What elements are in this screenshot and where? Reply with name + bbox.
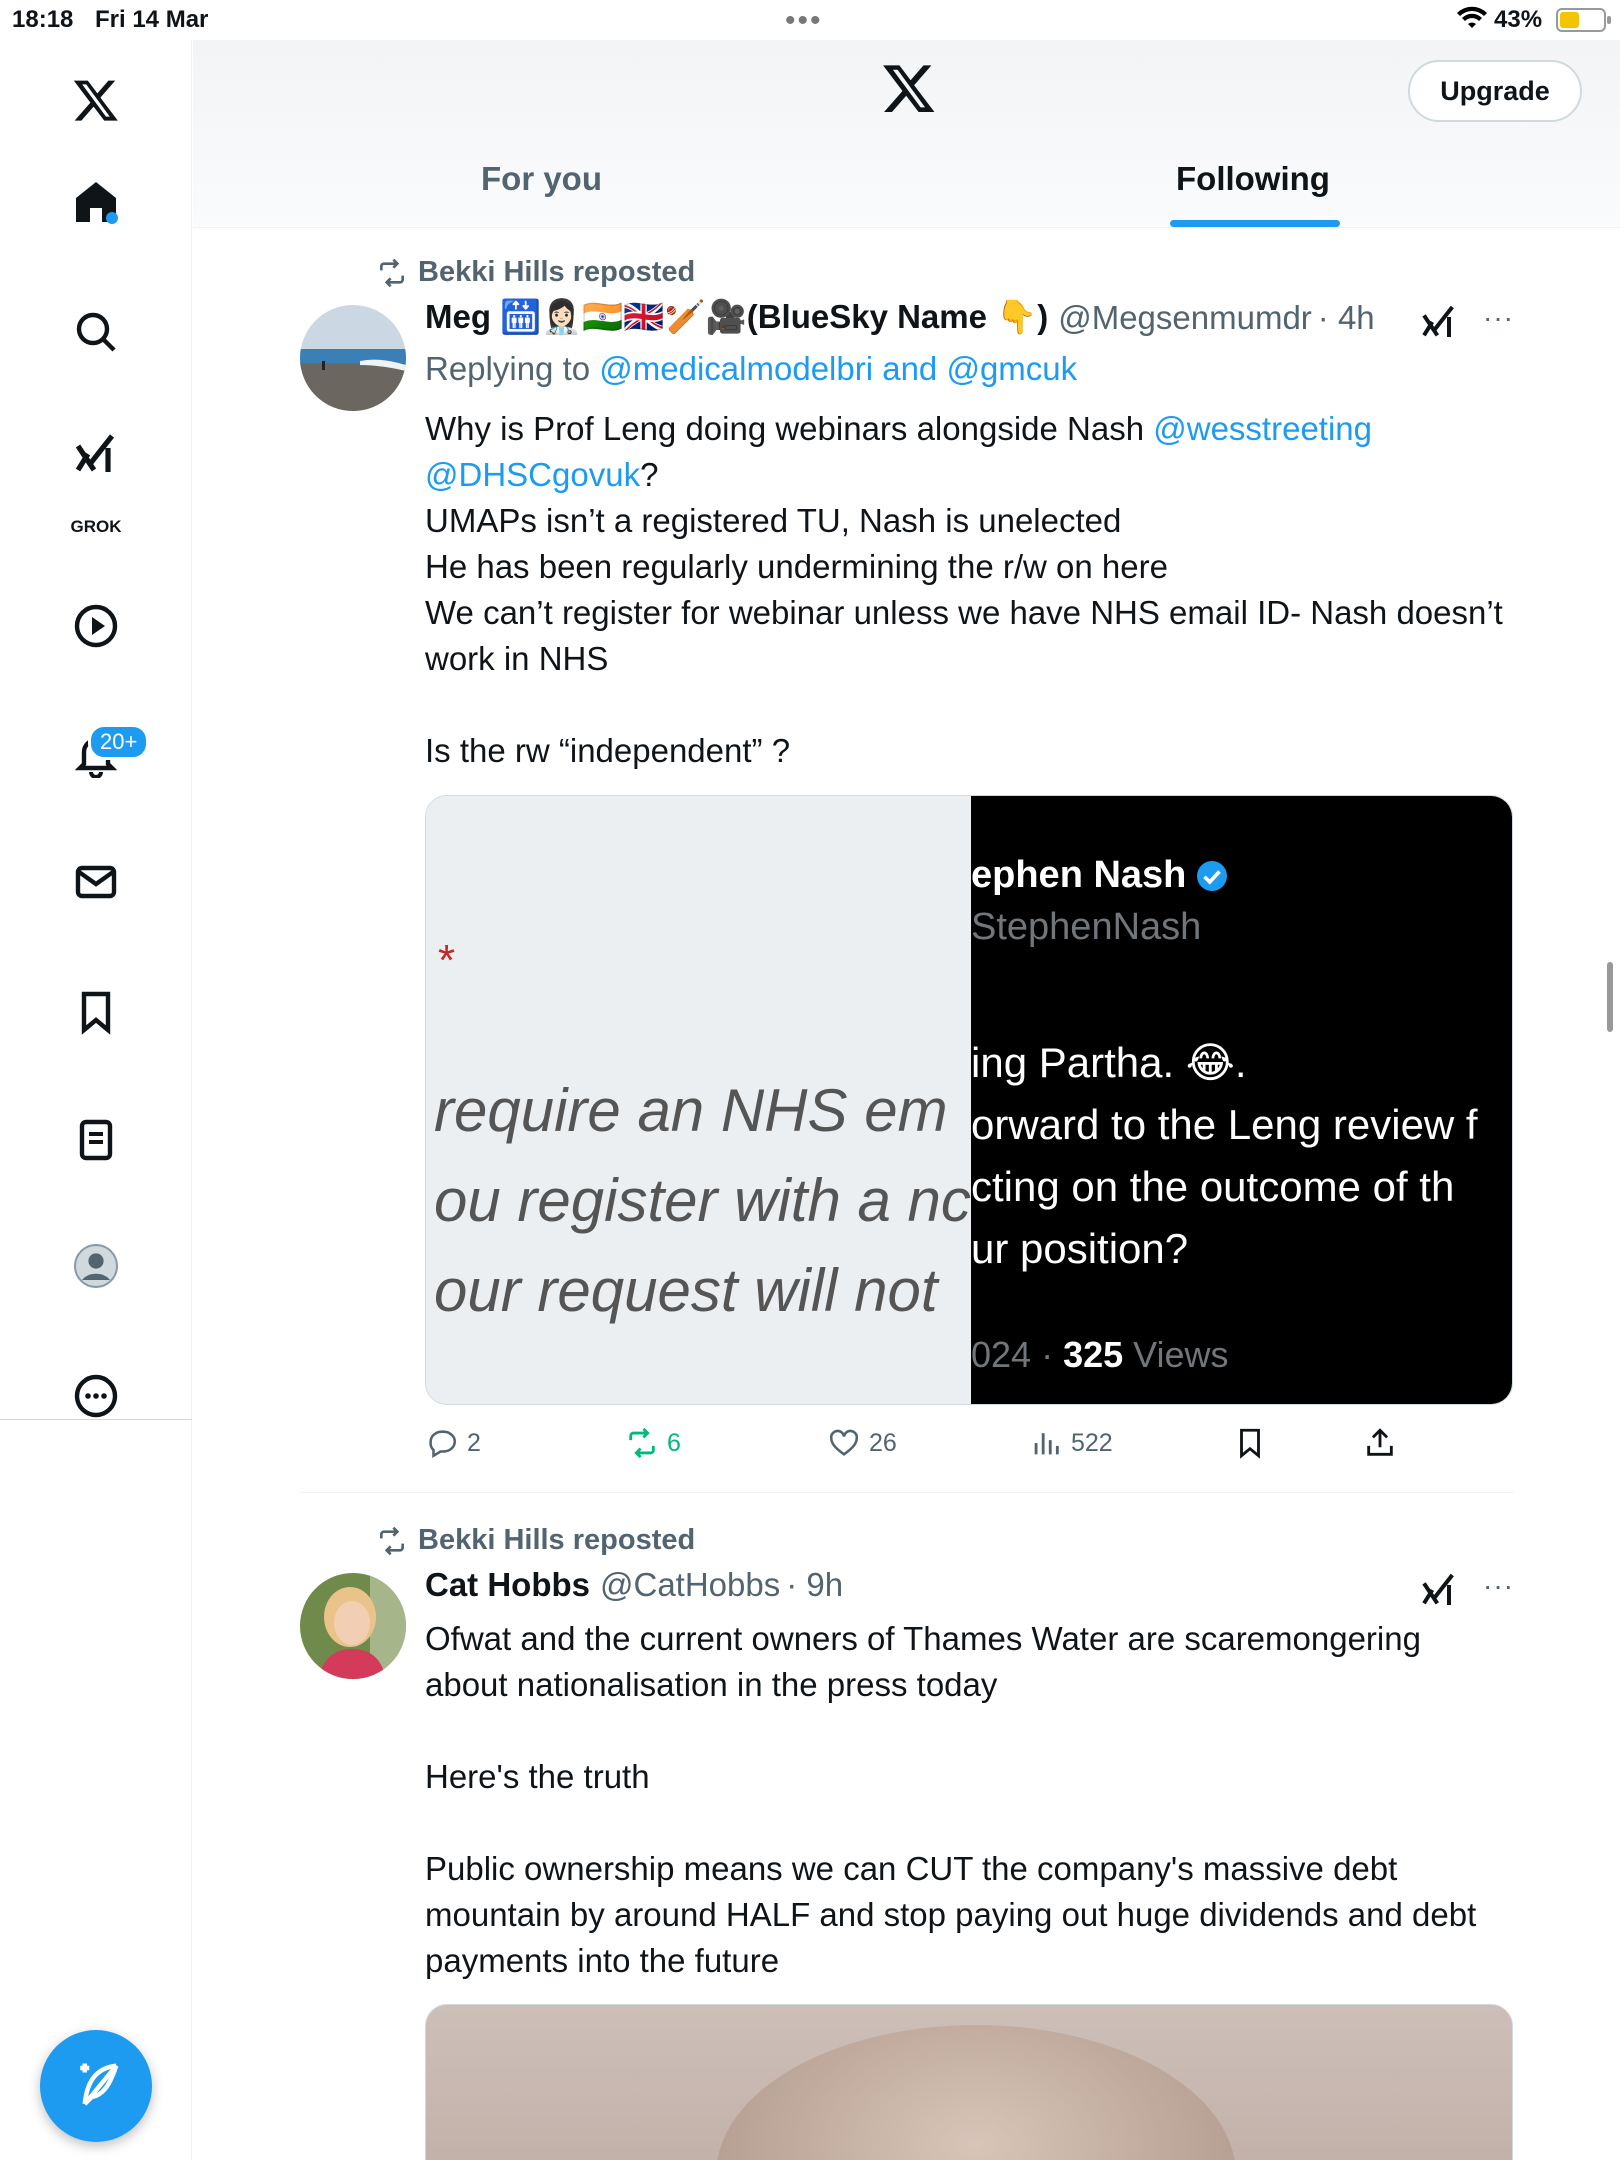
upgrade-button[interactable]: Upgrade bbox=[1408, 60, 1582, 122]
grok-explain-icon[interactable] bbox=[1419, 1570, 1459, 1610]
reply-count: 2 bbox=[467, 1428, 481, 1457]
tweet-time: · 4h bbox=[1317, 298, 1375, 336]
reply-button[interactable] bbox=[425, 1426, 481, 1460]
status-bar bbox=[0, 0, 1620, 40]
author-avatar[interactable] bbox=[300, 1573, 406, 1679]
repost-icon bbox=[376, 1525, 408, 1557]
mention-link[interactable]: @DHSCgovuk bbox=[425, 456, 641, 493]
replying-to bbox=[425, 350, 1077, 388]
like-button[interactable] bbox=[827, 1426, 897, 1460]
bookmark-button[interactable] bbox=[1233, 1426, 1267, 1460]
grok-explain-icon[interactable] bbox=[1419, 302, 1459, 342]
media-left-text: require an NHS em ou register with a nc our request will not bbox=[434, 1077, 971, 1324]
author-handle[interactable]: @Megsenmumdr bbox=[1058, 298, 1312, 336]
tweet-media-video[interactable] bbox=[425, 2004, 1513, 2160]
tweet-media-image[interactable] bbox=[425, 795, 1513, 1405]
battery-percent: 43% bbox=[1494, 6, 1543, 33]
active-tab-indicator bbox=[1170, 220, 1340, 227]
author-name[interactable]: Meg 🛗👩🏻‍⚕️🇮🇳🇬🇧🏏🎥(BlueSky Name 👇) bbox=[425, 298, 1049, 335]
top-header bbox=[193, 40, 1620, 228]
heart-icon bbox=[827, 1426, 861, 1460]
views-button[interactable] bbox=[1029, 1426, 1113, 1460]
tab-for-you[interactable]: For you bbox=[481, 160, 602, 197]
bookmarks-icon[interactable] bbox=[58, 974, 134, 1050]
home-unread-dot bbox=[106, 212, 118, 224]
views-count: 522 bbox=[1071, 1428, 1113, 1457]
author-name[interactable]: Cat Hobbs bbox=[425, 1566, 590, 1603]
sidebar-divider bbox=[0, 1419, 192, 1420]
tweet-divider bbox=[300, 1492, 1514, 1493]
replying-to-label: Replying to bbox=[425, 350, 591, 387]
mention-link[interactable]: @wesstreeting bbox=[1153, 410, 1373, 447]
replying-to-users[interactable]: @medicalmodelbri and @gmcuk bbox=[599, 350, 1078, 387]
author-avatar[interactable] bbox=[300, 305, 406, 411]
tweet-text: Ofwat and the current owners of Thames Water are scaremongering about nationalisation in the press today Here's the truth Public ownership means we can CUT the company's massive debt mountain by around HALF and stop paying out huge dividends and debt payments into the future bbox=[425, 1620, 1477, 1979]
status-date: Fri 14 Mar bbox=[95, 6, 209, 33]
repost-icon bbox=[376, 257, 408, 289]
author-name-row bbox=[425, 298, 1375, 337]
repost-label: Bekki Hills reposted bbox=[418, 1524, 696, 1556]
more-options-icon[interactable] bbox=[58, 1358, 134, 1434]
media-author-handle: StephenNash bbox=[971, 906, 1202, 948]
status-time: 18:18 bbox=[12, 6, 74, 33]
verified-badge-icon bbox=[1194, 858, 1230, 894]
sidebar-nav bbox=[0, 40, 192, 2160]
scrollbar-thumb[interactable] bbox=[1607, 962, 1613, 1032]
views-chart-icon bbox=[1029, 1426, 1063, 1460]
tweet-text: Why is Prof Leng doing webinars alongside Nash @wesstreeting @DHSCgovuk? UMAPs isn’t a registered TU, Nash is unelected He has been regularly undermining the r/w on here We can’t register for webinar unless we have NHS email ID- Nash doesn’t work in NHS Is the rw “independent” ? bbox=[425, 410, 1503, 769]
notifications-badge: 20+ bbox=[88, 724, 149, 760]
feather-plus-icon bbox=[69, 2059, 123, 2113]
profile-avatar-icon[interactable] bbox=[58, 1228, 134, 1304]
more-options-icon[interactable]: ··· bbox=[1483, 1570, 1514, 1601]
grok-label: GROK bbox=[70, 517, 122, 536]
x-logo-icon[interactable] bbox=[58, 62, 134, 138]
media-right-text: ing Partha. 😂. orward to the Leng review f cting on the outcome of th ur position? bbox=[971, 1039, 1478, 1272]
bookmark-icon bbox=[1233, 1426, 1267, 1460]
repost-count: 6 bbox=[667, 1428, 681, 1457]
media-asterisk: * bbox=[438, 936, 456, 985]
x-logo-center-icon[interactable] bbox=[881, 60, 937, 121]
repost-icon bbox=[625, 1426, 659, 1460]
wifi-icon bbox=[1456, 4, 1488, 32]
media-right-panel bbox=[971, 796, 1513, 1405]
repost-button[interactable] bbox=[625, 1426, 681, 1460]
grok-icon[interactable] bbox=[58, 416, 134, 492]
author-name-row bbox=[425, 1566, 843, 1604]
more-options-icon[interactable]: ··· bbox=[1483, 302, 1514, 333]
author-handle[interactable]: @CatHobbs bbox=[600, 1566, 781, 1603]
reply-icon bbox=[425, 1426, 459, 1460]
tab-following[interactable]: Following bbox=[1176, 160, 1330, 197]
video-icon[interactable] bbox=[58, 588, 134, 664]
share-icon bbox=[1363, 1426, 1397, 1460]
multitask-dots-icon[interactable]: ••• bbox=[785, 4, 823, 37]
home-icon[interactable] bbox=[58, 164, 134, 240]
tweet-time: · 9h bbox=[786, 1566, 844, 1603]
search-icon[interactable] bbox=[58, 294, 134, 370]
compose-post-button[interactable] bbox=[40, 2030, 152, 2142]
lists-icon[interactable] bbox=[58, 1102, 134, 1178]
repost-label: Bekki Hills reposted bbox=[418, 256, 696, 288]
tweet-actions bbox=[425, 1426, 1425, 1466]
tweet-card[interactable] bbox=[300, 1518, 1514, 2160]
messages-envelope-icon[interactable] bbox=[58, 844, 134, 920]
repost-indicator bbox=[376, 256, 695, 289]
tweet-card[interactable] bbox=[300, 250, 1514, 1480]
share-button[interactable] bbox=[1363, 1426, 1397, 1460]
media-author-name: ephen Nash bbox=[971, 854, 1187, 896]
repost-indicator bbox=[376, 1524, 695, 1557]
battery-icon bbox=[1556, 8, 1606, 32]
like-count: 26 bbox=[869, 1428, 897, 1457]
media-footer: 024 · 325 Views bbox=[971, 1334, 1229, 1375]
media-left-panel bbox=[426, 796, 971, 1405]
